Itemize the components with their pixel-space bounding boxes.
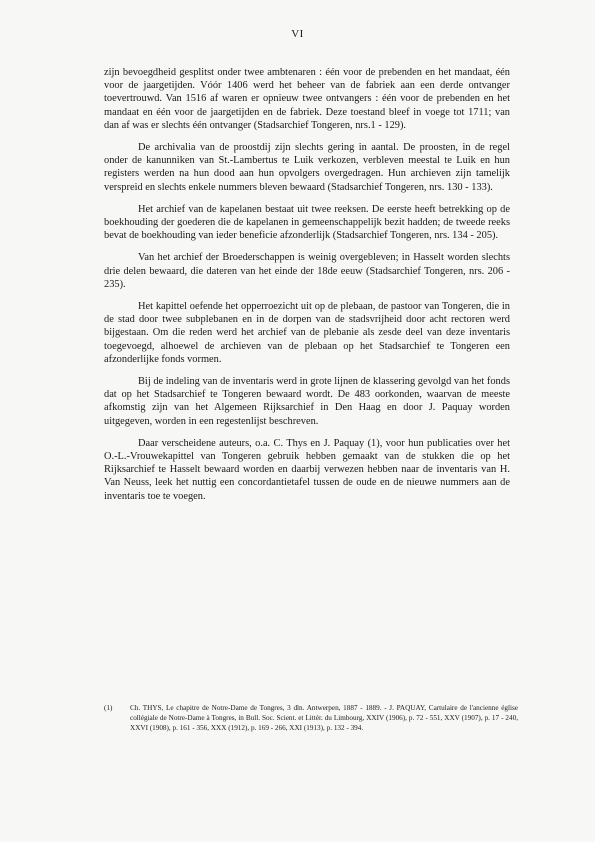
paragraph-5: Het kapittel oefende het opperroezicht uit op de plebaan, de pastoor van Tongeren, die in de stad door twee subplebanen en in de dorpen van de stadsvrijheid door acht rectoren werd bijgestaan. Om die reden werd het archief van de plebanie als zesde deel van deze inventaris toegevoegd, alhoewel de archieven van de plebaan op het Stadsarchief te Tongeren een afzonderlijke fonds vormen. [104,301,510,365]
paragraph-1: zijn bevoegdheid gesplitst onder twee ambtenaren : één voor de prebenden en het mandaat, één voor de jaargetijden. Vóór 1406 werd het beheer van de fabriek aan een derde ontvanger toevertrouwd. Van 1516 af waren er opnieuw twee ontvangers : één voor de prebenden en het mandaat en één voor de jaargetijden en de fabriek. Deze toestand bleef in voege tot 1711; van dan af was er slechts één ontvanger (Stadsarchief Tongeren, nrs.1 - 129). [104,67,510,131]
paragraph-4: Van het archief der Broederschappen is weinig overgebleven; in Hasselt worden slechts drie delen bewaard, die dateren van het einde der 18de eeuw (Stadsarchief Tongeren, nrs. 206 - 235). [104,252,510,290]
page-number: VI [291,28,304,40]
body-text [104,66,510,512]
paragraph-3: Het archief van de kapelanen bestaat uit twee reeksen. De eerste heeft betrekking op de boekhouding der goederen die de kapelanen in gemeenschappelijk bezit hadden; de tweede reeks bevat de boekhouding van ieder beneficie afzonderlijk (Stadsarchief Tongeren, nrs. 134 - 205). [104,203,510,242]
paragraph-6: Bij de indeling van de inventaris werd in grote lijnen de klassering gevolgd van het fonds dat op het Stadsarchief te Tongeren bewaard wordt. De 483 oorkonden, waarvan de meeste afkomstig zijn van het Algemeen Rijksarchief in Den Haag en door J. Paquay worden uitgegeven, worden in een regestenlijst beschreven. [104,376,510,427]
paragraph-2: De archivalia van de proostdij zijn slechts gering in aantal. De proosten, in de regel onder de kanunniken van St.-Lambertus te Luik verkozen, verbleven meestal te Luik en hun registers werden na hun dood aan hun opvolgers overgedragen. Hun archieven zijn tamelijk verspreid en slechts enkele nummers bleven bewaard (Stadsarchief Tongeren, nrs. 130 - 133). [104,142,510,193]
footnote-marker: (1) [104,704,113,712]
paragraph-7: Daar verscheidene auteurs, o.a. C. Thys en J. Paquay (1), voor hun publicaties over het O.-L.-Vrouwekapittel van Tongeren gebruik hebben gemaakt van de stukken die op het Rijksarchief te Hasselt bewaard worden en daarbij verwezen hebben naar de inventaris van H. Van Neuss, leek het nuttig een concordantietafel tussen de oude en de nieuwe nummers aan de inventaris toe te voegen. [104,437,510,502]
footnote [104,703,518,734]
footnote-text: Ch. THYS, Le chapitre de Notre-Dame de Tongres, 3 dln. Antwerpen, 1887 - 1889. - J. PAQUAY, Cartulaire de l'ancienne église collégiale de Notre-Dame à Tongres, in Bull. Soc. Scient. et Littér. du Limbourg, XXIV (1906), p. 72 - 551, XXV (1907), p. 17 - 240, XXVI (1908), p. 161 - 356, XXX (1912), p. 169 - 266, XXI (1913), p. 132 - 394. [130,704,518,733]
